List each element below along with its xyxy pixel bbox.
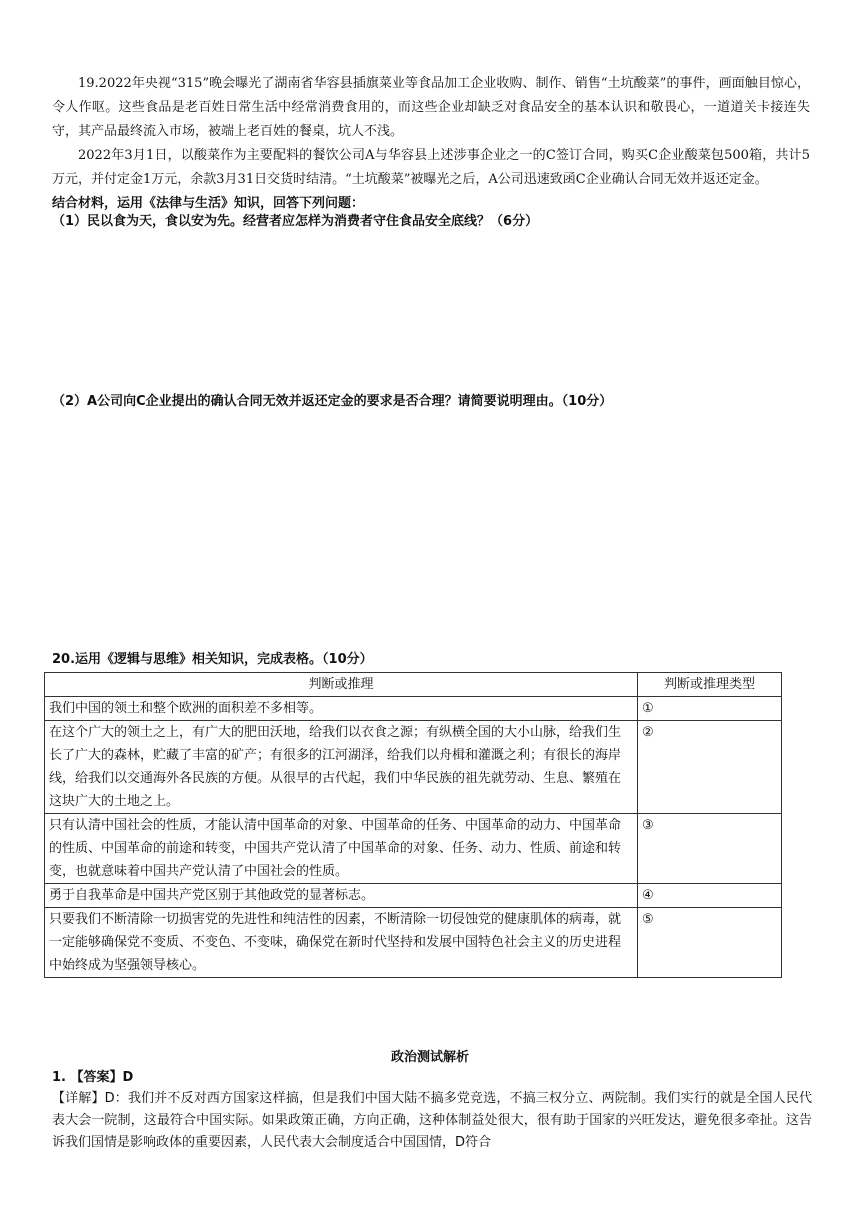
q19-material-paragraph-1: 19.2022年央视“315”晚会曝光了湖南省华容县插旗菜业等食品加工企业收购、制作、销售“土坑酸菜”的事件，画面触目惊心，令人作呕。这些食品是老百姓日常生活中经常消费食用的，而这些企业却缺乏对食品安全的基本认识和敬畏心，一道道关卡接连失守，其产品最终流入市场，被端上老百姓的餐桌，坑人不浅。	[52, 76, 810, 139]
table-row	[45, 814, 782, 884]
header-type: 判断或推理类型	[638, 673, 782, 697]
answer-line: 1. 【答案】D	[52, 1070, 134, 1085]
row-2-answer-cell: ②	[638, 721, 782, 814]
row-2-text: 在这个广大的领土之上，有广大的肥田沃地，给我们以衣食之源；有纵横全国的大小山脉，给我们生长了广大的森林，贮藏了丰富的矿产；有很多的江河湖泽，给我们以舟楫和灌溉之利；有很长的海岸线，给我们以交通海外各民族的方便。从很早的古代起，我们中华民族的祖先就劳动、生息、繁殖在这块广大的土地之上。	[45, 721, 638, 814]
q19-material-paragraph-2: 2022年3月1日，以酸菜作为主要配料的餐饮公司A与华容县上述涉事企业之一的C签订合同，购买C企业酸菜包500箱，共计5万元，并付定金1万元，余款3月31日交货时结清。“土坑酸菜”被曝光之后，A公司迅速致函C企业确认合同无效并返还定金。	[52, 148, 810, 187]
row-1-answer-cell: ①	[638, 697, 782, 721]
row-3-text: 只有认清中国社会的性质，才能认清中国革命的对象、中国革命的任务、中国革命的动力、中国革命的性质、中国革命的前途和转变，中国共产党认清了中国革命的对象、任务、动力、性质、前途和转变，也就意味着中国共产党认清了中国社会的性质。	[45, 814, 638, 884]
row-5-answer-cell: ⑤	[638, 908, 782, 978]
row-1-text: 我们中国的领土和整个欧洲的面积差不多相等。	[45, 697, 638, 721]
table-row	[45, 884, 782, 908]
row-3-answer-cell: ③	[638, 814, 782, 884]
row-4-answer-cell: ④	[638, 884, 782, 908]
q20-title: 20.运用《逻辑与思维》相关知识，完成表格。（10分）	[52, 652, 373, 667]
table-header-row	[45, 673, 782, 697]
row-4-text: 勇于自我革命是中国共产党区别于其他政党的显著标志。	[45, 884, 638, 908]
table-row	[45, 721, 782, 814]
table-row	[45, 908, 782, 978]
q19-subquestion-2: （2）A公司向C企业提出的确认合同无效并返还定金的要求是否合理？请简要说明理由。（10分）	[52, 394, 613, 409]
q19-subquestion-1: （1）民以食为天，食以安为先。经营者应怎样为消费者守住食品安全底线？（6分）	[52, 214, 539, 229]
table-row	[45, 697, 782, 721]
q19-instruction: 结合材料，运用《法律与生活》知识，回答下列问题：	[52, 196, 365, 211]
header-judgment: 判断或推理	[45, 673, 638, 697]
analysis-detail: 【详解】D：我们并不反对西方国家这样搞，但是我们中国大陆不搞多党竞选，不搞三权分立、两院制。我们实行的就是全国人民代表大会一院制，这最符合中国实际。如果政策正确，方向正确，这种体制益处很大，很有助于国家的兴旺发达，避免很多牵扯。这告诉我们国情是影响政体的重要因素，人民代表大会制度适合中国国情，D符合	[52, 1091, 812, 1150]
q20-table	[44, 672, 782, 978]
analysis-title: 政治测试解析	[390, 1050, 469, 1065]
row-5-text: 只要我们不断清除一切损害党的先进性和纯洁性的因素，不断清除一切侵蚀党的健康肌体的病毒，就一定能够确保党不变质、不变色、不变味，确保党在新时代坚持和发展中国特色社会主义的历史进程中始终成为坚强领导核心。	[45, 908, 638, 978]
